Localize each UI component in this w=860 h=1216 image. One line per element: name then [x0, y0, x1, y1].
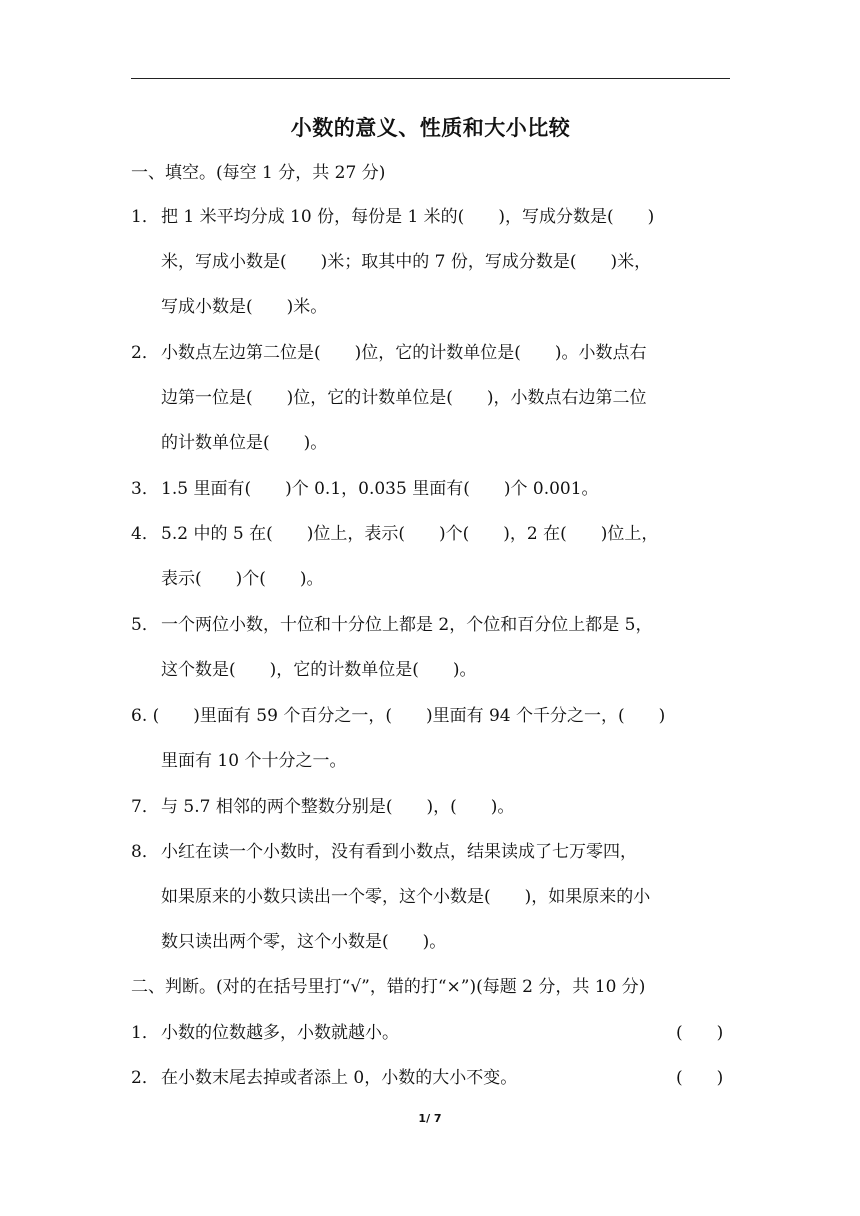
q1-line-1: 把 1 米平均分成 10 份，每份是 1 米的( )，写成分数是( ) — [161, 207, 655, 227]
q4-line-1: 5.2 中的 5 在( )位上，表示( )个( )，2 在( )位上， — [161, 524, 659, 544]
q8-number: 8． — [131, 842, 159, 862]
q2-line-1: 小数点左边第二位是( )位，它的计数单位是( )。小数点右 — [161, 343, 647, 363]
q4-line-2: 表示( )个( )。 — [161, 569, 324, 589]
q1-line-2: 米，写成小数是( )米；取其中的 7 份，写成分数是( )米， — [161, 252, 652, 272]
judge-1-text: 小数的位数越多，小数就越小。 — [161, 1023, 399, 1043]
q2-line-3: 的计数单位是( )。 — [161, 433, 328, 453]
q6-line-2: 里面有 10 个十分之一。 — [161, 751, 347, 771]
judge-1-answer-bracket[interactable]: ( ) — [676, 1023, 724, 1043]
q8-line-1: 小红在读一个小数时，没有看到小数点，结果读成了七万零四， — [161, 842, 637, 862]
judge-1-number: 1． — [131, 1023, 159, 1043]
q5-line-1: 一个两位小数，十位和十分位上都是 2，个位和百分位上都是 5， — [161, 615, 653, 635]
q5-line-2: 这个数是( )，它的计数单位是( )。 — [161, 660, 477, 680]
judge-2-number: 2． — [131, 1068, 159, 1088]
q1-line-3: 写成小数是( )米。 — [161, 297, 328, 317]
q3-number: 3． — [131, 479, 159, 499]
q4-number: 4． — [131, 524, 159, 544]
q7-number: 7． — [131, 797, 159, 817]
q8-line-3: 数只读出两个零，这个小数是( )。 — [161, 932, 447, 952]
q3-line-1: 1.5 里面有( )个 0.1，0.035 里面有( )个 0.001。 — [161, 479, 599, 499]
q2-number: 2． — [131, 343, 159, 363]
section-2-heading: 二、判断。(对的在括号里打“√”，错的打“×”)(每题 2 分，共 10 分) — [131, 977, 646, 997]
q6-line-1: 6. ( )里面有 59 个百分之一，( )里面有 94 个千分之一，( ) — [131, 706, 666, 726]
q7-line-1: 与 5.7 相邻的两个整数分别是( )，( )。 — [161, 797, 515, 817]
header-rule — [131, 78, 730, 79]
judge-2-text: 在小数末尾去掉或者添上 0，小数的大小不变。 — [161, 1068, 518, 1088]
q2-line-2: 边第一位是( )位，它的计数单位是( )，小数点右边第二位 — [161, 388, 647, 408]
section-1-heading: 一、填空。(每空 1 分，共 27 分) — [131, 163, 386, 183]
q1-number: 1． — [131, 207, 159, 227]
page-number: 1/ 7 — [418, 1112, 442, 1125]
judge-2-answer-bracket[interactable]: ( ) — [676, 1068, 724, 1088]
q5-number: 5． — [131, 615, 159, 635]
page-title: 小数的意义、性质和大小比较 — [290, 116, 571, 140]
q8-line-2: 如果原来的小数只读出一个零，这个小数是( )，如果原来的小 — [161, 887, 651, 907]
